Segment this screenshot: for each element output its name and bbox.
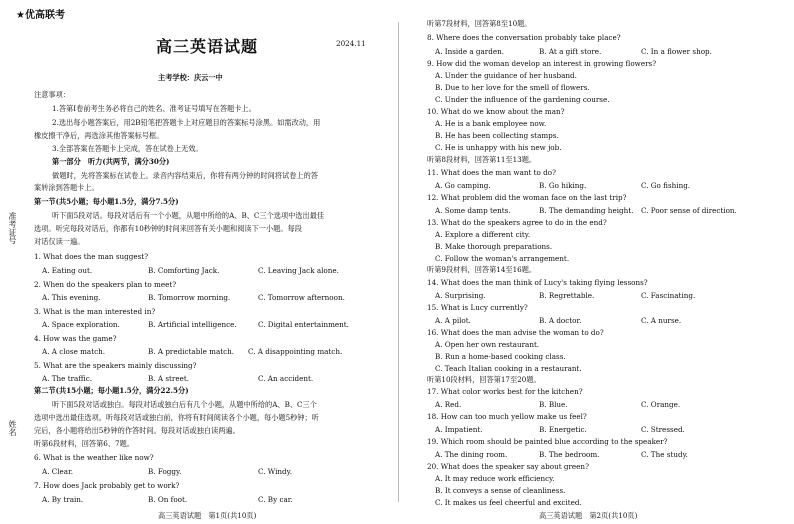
option-b: B. The demanding height. [539, 206, 634, 215]
exam-date: 2024.11 [336, 39, 366, 48]
question-7: 7. How does Jack probably get to work? [34, 481, 180, 490]
option-b: B. A doctor. [539, 316, 582, 325]
question-16: 16. What does the man advise the woman to do? [427, 328, 604, 337]
option-c: C. A nurse. [641, 316, 682, 325]
listen-instruction: 听第9段材料，回答第14至16题。 [427, 265, 537, 274]
side-label-exam-number: 准考证号 [8, 212, 17, 244]
question-13: 13. What do the speakers agree to do in the end? [427, 218, 607, 227]
page-divider [398, 22, 399, 502]
listen-instruction: 听第7段材料，回答第8至10题。 [427, 19, 532, 28]
notes-title: 注意事项： [34, 90, 70, 99]
option-a: A. A close match. [42, 347, 106, 356]
option-b: B. A predictable match. [148, 347, 235, 356]
question-9: 9. How did the woman develop an interest in growing flowers? [427, 59, 657, 68]
option-c: C. A disappointing match. [248, 347, 343, 356]
option-a: A. The traffic. [42, 374, 93, 383]
option-a: A. Space exploration. [42, 320, 120, 329]
option-a: A. This evening. [42, 293, 101, 302]
host-school: 主考学校：庆云一中 [158, 73, 223, 82]
option-c: C. Tomorrow afternoon. [258, 293, 345, 302]
option-c: C. Under the influence of the gardening course. [435, 95, 610, 104]
section1-intro: 对话仅读一遍。 [34, 237, 85, 246]
section1-title: 第一节(共5小题；每小题1.5分，满分7.5分) [34, 197, 179, 206]
option-b: B. Blue. [539, 400, 568, 409]
question-6: 6. What is the weather like now? [34, 453, 154, 462]
option-c: C. Stressed. [641, 425, 685, 434]
page-footer: 高三英语试题 第1页(共10页) [158, 511, 257, 520]
option-b: B. Due to her love for the smell of flowers. [435, 83, 590, 92]
option-c: C. An accident. [258, 374, 314, 383]
note-line: 3.全部答案在答题卡上完成，答在试卷上无效。 [52, 144, 203, 153]
question-5: 5. What are the speakers mainly discussing? [34, 361, 197, 370]
option-c: C. Poor sense of direction. [641, 206, 737, 215]
option-a: A. It may reduce work efficiency. [435, 474, 555, 483]
option-c: C. Fascinating. [641, 291, 696, 300]
option-a: A. Impatient. [435, 425, 483, 434]
option-a: A. Eating out. [42, 266, 93, 275]
option-a: A. Inside a garden. [435, 47, 505, 56]
option-c: C. Digital entertainment. [258, 320, 349, 329]
part1-title: 第一部分 听力(共两节，满分30分) [52, 157, 170, 166]
option-a: A. Red. [435, 400, 462, 409]
option-a: A. The dining room. [435, 450, 508, 459]
option-a: A. Open her own restaurant. [435, 340, 540, 349]
option-a: A. Go camping. [435, 181, 491, 190]
option-c: C. Teach Italian cooking in a restaurant. [435, 364, 582, 373]
option-b: B. Foggy. [148, 467, 182, 476]
option-a: A. Some damp tents. [435, 206, 511, 215]
question-15: 15. What is Lucy currently? [427, 303, 528, 312]
option-b: B. It conveys a sense of cleanliness. [435, 486, 566, 495]
option-b: B. Comforting Jack. [148, 266, 220, 275]
side-label-name: 姓名 [8, 420, 17, 436]
part1-intro: 做题时，先将答案标在试卷上。录音内容结束后，你将有两分钟的时间将试卷上的答 [52, 171, 318, 180]
option-b: B. On foot. [148, 495, 188, 504]
note-line: 1.答第Ⅰ卷前考生务必将自己的姓名、准考证号填写在答题卡上。 [52, 104, 256, 113]
exam-title: 高三英语试题 [156, 37, 259, 56]
option-c: C. Leaving Jack alone. [258, 266, 339, 275]
option-c: C. Orange. [641, 400, 681, 409]
option-b: B. Energetic. [539, 425, 587, 434]
part1-intro: 案转涂到答题卡上。 [34, 183, 99, 192]
option-c: C. By car. [258, 495, 293, 504]
section2-title: 第二节(共15小题；每小题1.5分，满分22.5分) [34, 386, 189, 395]
option-c: C. He is unhappy with his new job. [435, 143, 562, 152]
section2-intro: 听下面5段对话或独白。每段对话或独白后有几个小题，从题中所给的A、B、C三个 [52, 400, 317, 409]
question-11: 11. What does the man want to do? [427, 168, 556, 177]
question-8: 8. Where does the conversation probably take place? [427, 33, 621, 42]
option-b: B. He has been collecting stamps. [435, 131, 559, 140]
question-3: 3. What is the man interested in? [34, 307, 156, 316]
question-1: 1. What does the man suggest? [34, 252, 149, 261]
option-b: B. Make thorough preparations. [435, 242, 553, 251]
section2-intro: 选项中选出最佳选项。听每段对话或独白前，你将有时间阅读各个小题，每小题5秒钟；听 [34, 413, 319, 422]
option-c: C. In a flower shop. [641, 47, 712, 56]
option-b: B. The bedroom. [539, 450, 600, 459]
option-a: A. Under the guidance of her husband. [435, 71, 577, 80]
question-20: 20. What does the speaker say about green? [427, 462, 589, 471]
option-a: A. Explore a different city. [435, 230, 531, 239]
section1-intro: 选项。听完每段对话后，你都有10秒钟的时间来回答有关小题和阅读下一小题。每段 [34, 224, 302, 233]
option-c: C. Windy. [258, 467, 292, 476]
option-b: B. Run a home-based cooking class. [435, 352, 566, 361]
question-4: 4. How was the game? [34, 334, 117, 343]
question-17: 17. What color works best for the kitchen? [427, 387, 583, 396]
listen-instruction: 听第8段材料，回答第11至13题。 [427, 155, 537, 164]
option-a: A. By train. [42, 495, 84, 504]
listen-instruction: 听第6段材料，回答第6、7题。 [34, 439, 134, 448]
question-12: 12. What problem did the woman face on the last trip? [427, 193, 627, 202]
question-2: 2. When do the speakers plan to meet? [34, 280, 177, 289]
note-line: 橡皮擦干净后，再选涂其他答案标号框。 [34, 131, 164, 140]
note-line: 2.选出每小题答案后，用2B铅笔把答题卡上对应题目的答案标号涂黑。如需改动，用 [52, 118, 321, 127]
page-footer: 高三英语试题 第2页(共10页) [539, 511, 638, 520]
option-b: B. A street. [148, 374, 190, 383]
brand-label: ★优高联考 [16, 10, 65, 21]
option-a: A. He is a bank employee now. [435, 119, 547, 128]
option-c: C. The study. [641, 450, 688, 459]
option-b: B. At a gift store. [539, 47, 602, 56]
question-18: 18. How can too much yellow make us feel? [427, 412, 587, 421]
option-b: B. Go hiking. [539, 181, 587, 190]
question-14: 14. What does the man think of Lucy's taking flying lessons? [427, 278, 648, 287]
option-a: A. Clear. [42, 467, 74, 476]
question-10: 10. What do we know about the man? [427, 107, 565, 116]
question-19: 19. Which room should be painted blue according to the speaker? [427, 437, 668, 446]
option-b: B. Artificial intelligence. [148, 320, 237, 329]
section1-intro: 听下面5段对话。每段对话后有一个小题，从题中所给的A、B、C三个选项中选出最佳 [52, 211, 325, 220]
option-b: B. Tomorrow morning. [148, 293, 231, 302]
section2-intro: 完后，各小题将给出5秒钟的作答时间。每段对话或独白读两遍。 [34, 426, 240, 435]
option-b: B. Regrettable. [539, 291, 595, 300]
option-a: A. A pilot. [435, 316, 471, 325]
option-a: A. Surprising. [435, 291, 486, 300]
option-c: C. Go fishing. [641, 181, 691, 190]
option-c: C. Follow the woman's arrangement. [435, 254, 570, 263]
listen-instruction: 听第10段材料，回答第17至20题。 [427, 375, 541, 384]
option-c: C. It makes us feel cheerful and excited. [435, 498, 582, 507]
